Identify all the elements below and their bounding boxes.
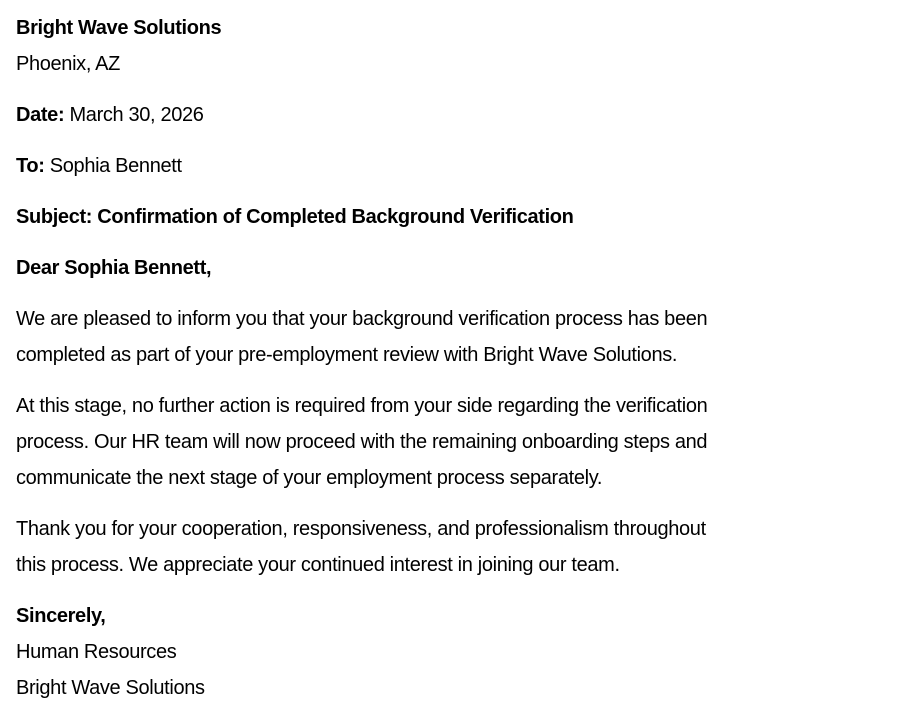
text-line: this process. We appreciate your continued interest in joining our team. [16,554,620,576]
body-paragraph [16,511,880,583]
text-line: Thank you for your cooperation, responsiveness, and professionalism throughout [16,518,706,540]
text-line: We are pleased to inform you that your background verification process has been [16,308,708,330]
text-line: completed as part of your pre-employment review with Bright Wave Solutions. [16,344,678,366]
body-paragraph [16,301,880,373]
subject-line: Subject: Confirmation of Completed Background Verification [16,206,574,228]
text-line: process. Our HR team will now proceed with the remaining onboarding steps and [16,431,708,453]
date-label: Date: [16,104,65,126]
salutation-block [16,250,880,286]
closing: Sincerely, [16,605,106,627]
recipient-block [16,148,880,184]
letterhead [16,10,880,82]
date-block [16,97,880,133]
salutation: Dear Sophia Bennett, [16,257,212,279]
date-value: March 30, 2026 [69,104,204,126]
body-paragraph [16,388,880,496]
signature-block [16,598,880,706]
text-line: communicate the next stage of your employment process separately. [16,467,603,489]
company-location: Phoenix, AZ [16,53,120,75]
to-value: Sophia Bennett [49,155,182,177]
recipient-line [16,148,880,184]
subject-block [16,199,880,235]
to-label: To: [16,155,45,177]
date-line [16,97,880,133]
signature-line: Human Resources [16,641,177,663]
company-name: Bright Wave Solutions [16,17,222,39]
text-line: At this stage, no further action is required from your side regarding the verification [16,395,708,417]
signature-line: Bright Wave Solutions [16,677,205,699]
